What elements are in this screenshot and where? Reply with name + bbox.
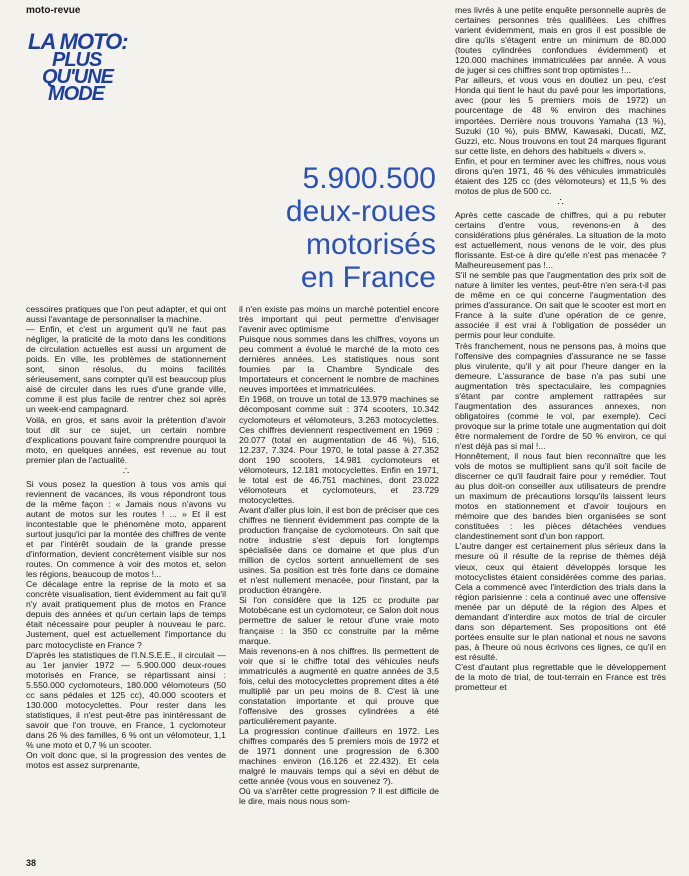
headline-line-1: 5.900.500	[302, 162, 436, 195]
paragraph: Enfin, et pour en terminer avec les chiffres, nous vous dirons qu'en 1971, 46 % des véhicules immatriculés étaient des 125 cc (des vélomoteurs) et 11,5 % des motos de plus de 500 cc.	[455, 155, 666, 196]
headline-line-4: en France	[300, 261, 436, 294]
paragraph: La progression continue d'ailleurs en 1972. Les chiffres comparés des 5 premiers mois de 1972 et de 1971 donnent une progression de 6.300 machines environ (16.126 et 22.432). Et cela malgré le mauvais temps qui a sévi en début de cette année (vous vous en souvenez ?).	[239, 725, 439, 787]
paragraph: Si l'on considère que la 125 cc produite par Motobécane est un cyclomoteur, ce Salon doit nous permettre de saluer le retour d'une vraie moto française : la 350 cc construite par la même marque.	[239, 595, 439, 646]
paragraph: Par ailleurs, et vous vous en doutiez un peu, c'est Honda qui tient le haut du pavé pour les importations, avec (pour les 5 premiers mois de 1972) un pourcentage de 48 % environ des machines importées. Derrière nous trouvons Yamaha (13 %), Suzuki (10 %), puis BMW, Kawasaki, Ducati, MZ, Guzzi, etc. Nous trouvons en tout 24 marques figurant sur cette liste, en dehors des habituels « divers ».	[455, 75, 666, 156]
paragraph: D'après les statistiques de l'I.N.S.E.E., il circulait — au 1er janvier 1972 — 5.900.000 deux-roues motorisés en France, se répartissant ainsi : 5.550.000 cyclomoteurs, 180.000 vélomoteurs (50 cc sans pédales et 125 cc), 40.000 scooters et 130.000 motocyclettes. Pour rester dans les statistiques, il n'est peut-être pas inintéressant de savoir que l'on trouve, en France, 1 cyclomoteur dans 26 % des familles, 6 % ont un vélomoteur, 1,1 % une moto et 0,7 % un scooter.	[26, 649, 226, 750]
paragraph: Puisque nous sommes dans les chiffres, voyons un peu comment a évolué le marché de la moto ces dernières années. Les statistiques nous sont fournies par la Chambre Syndicale des Importateurs et concernent le nombre de machines neuves importées et immatriculées.	[239, 334, 439, 395]
paragraph: Voilà, en gros, et sans avoir la prétention d'avoir tout dit sur ce sujet, un certain nombre d'explications pouvant faire comprendre pourquoi la moto, en quelques années, est revenue au tout premier plan de l'actualité.	[26, 414, 226, 465]
paragraph: cessoires pratiques que l'on peut adapter, et qui ont aussi l'avantage de personnaliser la machine.	[26, 304, 226, 325]
headline-line-3: motorisés	[305, 228, 436, 261]
logo-line-3: QU'UNE	[42, 66, 113, 88]
paragraph: On voit donc que, si la progression des ventes de motos est assez surprenante,	[26, 750, 226, 771]
logo-line-1: LA MOTO:	[28, 29, 128, 54]
logo-line-4: MODE	[48, 83, 104, 105]
running-header: moto-revue	[26, 5, 81, 16]
text-column-3	[455, 5, 666, 692]
paragraph: Ce décalage entre la reprise de la moto et sa concrète visualisation, tient évidemment au fait qu'il n'y avait pratiquement plus de motos en France depuis des années et qu'un certain laps de temps était nécessaire pour peupler à nouveau le parc. Justement, quel est actuellement l'importance du parc motocycliste en France ?	[26, 579, 226, 650]
section-logo	[28, 29, 128, 105]
paragraph: C'est d'autant plus regrettable que le développement de la moto de trial, de tout-terrain en France est très prometteur et	[455, 662, 666, 693]
paragraph: Très franchement, nous ne pensons pas, à moins que l'offensive des compagnies d'assurance ne se fasse plus virulente, qu'il y ait pour l'heure danger en la demeure. L'assurance de base n'a pas subi une augmentation très spectaculaire, les compagnies s'étant par contre amplement rattrapées sur l'augmentation des assurances annexes, non obligatoires (comme le vol, par exemple). Ceci provoque sur la prime totale une augmentation qui doit être normalement de l'ordre de 50 % environ, ce qui n'est déjà pas si mal !...	[455, 340, 666, 451]
paragraph: Après cette cascade de chiffres, qui a pu rebuter certains d'entre vous, revenons-en à des considérations plus générales. La situation de la moto est actuellement, nous venons de le voir, des plus florissante. Est-ce à dire qu'elle n'est pas menacée ? Malheureusement pas !...	[455, 209, 666, 271]
headline-line-2: deux-roues	[285, 195, 436, 228]
paragraph: Si vous posez la question à tous vos amis qui reviennent de vacances, ils vous répondront tous de la même façon : « Jamais nous n'avons vu autant de motos sur les routes ! ... » Et il est incontestable que le phénomène moto, apparent surtout jusqu'ici par la montée des chiffres de vente et par l'intérêt soudain de la grande presse d'information, devient concrètement visible sur nos routes. On commence à voir des motos et, selon les régions, beaucoup de motos !...	[26, 478, 226, 580]
logo-line-2: PLUS	[52, 49, 102, 71]
paragraph: En 1968, on trouve un total de 13.979 machines se décomposant comme suit : 374 scooters, 10.342 cyclomoteurs et vélomoteurs, 3.263 motocyclettes. Ces chiffres deviennent respectivement en 1969 : 20.077 (total en augmentation de 46 %), 516, 12.237, 7.324. Pour 1970, le total passe à 27.352 dont 190 scooters, 14.981 cyclomoteurs et vélomoteurs, 12.181 motocyclettes. Enfin en 1971, le total est de 46.751 machines, dont 23.022 vélomoteurs et cyclomoteurs, et 23.729 motocyclettes.	[239, 394, 439, 505]
paragraph: — Enfin, et c'est un argument qu'il ne faut pas négliger, la praticité de la moto dans les conditions de circulation actuelles est aussi un argument de poids. En ville, les problèmes de stationnement sont, sinon résolus, du moins facilités sérieusement, sans compter qu'il est beaucoup plus aisé de circuler dans les rues d'une grande ville, comme il est plus facile de rentrer chez soi après un week-end campagnard.	[26, 324, 226, 415]
paragraph: S'il ne semble pas que l'augmentation des prix soit de nature à limiter les ventes, peut-être n'en sera-t-il pas de même en ce qui concerne l'augmentation des primes d'assurance. On sait que le scooter est mort en France à la suite d'une opération de ce genre, associée il est vrai à l'obligation de posséder un permis pour leur conduite.	[455, 270, 666, 341]
paragraph: Où va s'arrêter cette progression ? Il est difficile de le dire, mais nous nous som-	[239, 786, 439, 807]
page-number: 38	[26, 858, 37, 868]
paragraph: Avant d'aller plus loin, il est bon de préciser que ces chiffres ne tiennent évidemment pas compte de la production française de cyclomoteurs. On sait que notre industrie s'est depuis fort longtemps spécialisée dans ce domaine et que plus d'un million de cyclos sortent annuellement de ses usines. Sa position est très forte dans ce domaine et n'est nullement menacée, pour l'instant, par la production étrangère.	[239, 504, 439, 596]
text-column-1	[26, 304, 226, 770]
paragraph: il n'en existe pas moins un marché potentiel encore très important qui peut permettre d'envisager l'avenir avec optimisme	[239, 304, 439, 335]
paragraph: Mais revenons-en à nos chiffres. Ils permettent de voir que si le chiffre total des véhicules neufs immatriculés a augmenté en quatre années de 3,5 fois, celui des motocyclettes proprement dites a été multiplié par un peu moins de 8. C'est là une constatation importante et qui prouve que l'offensive des grosses cylindrées a été particulièrement payante.	[239, 645, 439, 726]
text-column-2	[239, 304, 439, 806]
article-headline	[250, 162, 436, 294]
paragraph: Honnêtement, il nous faut bien reconnaître que les vols de motos se multiplient sans qu'il soit facile de discerner ce qu'il faudrait faire pour y remédier. Tout au plus doit-on conseiller aux utilisateurs de prendre un maximum de précautions lorsqu'ils laissent leurs motos en stationnement et d'avoir toujours en mémoire que des bandes bien organisées se sont constituées : les pièces détachées vendues clandestinement sont d'un bon rapport.	[455, 451, 666, 542]
section-separator: ∴	[557, 196, 564, 208]
paragraph: L'autre danger est certainement plus sérieux dans la mesure où il résulte de la reprise de thèmes déjà vieux, ceux qui étaient développés lorsque les motocyclistes étaient considérées comme des parias. Cela a commencé avec l'interdiction des trials dans la région parisienne : cela a continué avec une offensive menée par un député de la région des Alpes et demandant d'interdire aux motos de trial de circuler dans son département. Ses propositions ont été portées ensuite sur le plan national et nous ne savons pas, à l'heure où nous écrivons ces lignes, ce qu'il en est résulté.	[455, 541, 666, 662]
paragraph: mes livrés à une petite enquête personnelle auprès de certaines personnes très qualifiées. Les chiffres varient évidemment, mais en gros il est possible de dire qu'ils s'étagent entre un minimum de 80.000 (toutes cylindrées confondues évidemment) et 120.000 machines immatriculées par année. A vous de juger si ces chiffres sont trop optimistes !...	[455, 5, 666, 76]
section-separator: ∴	[122, 465, 130, 477]
